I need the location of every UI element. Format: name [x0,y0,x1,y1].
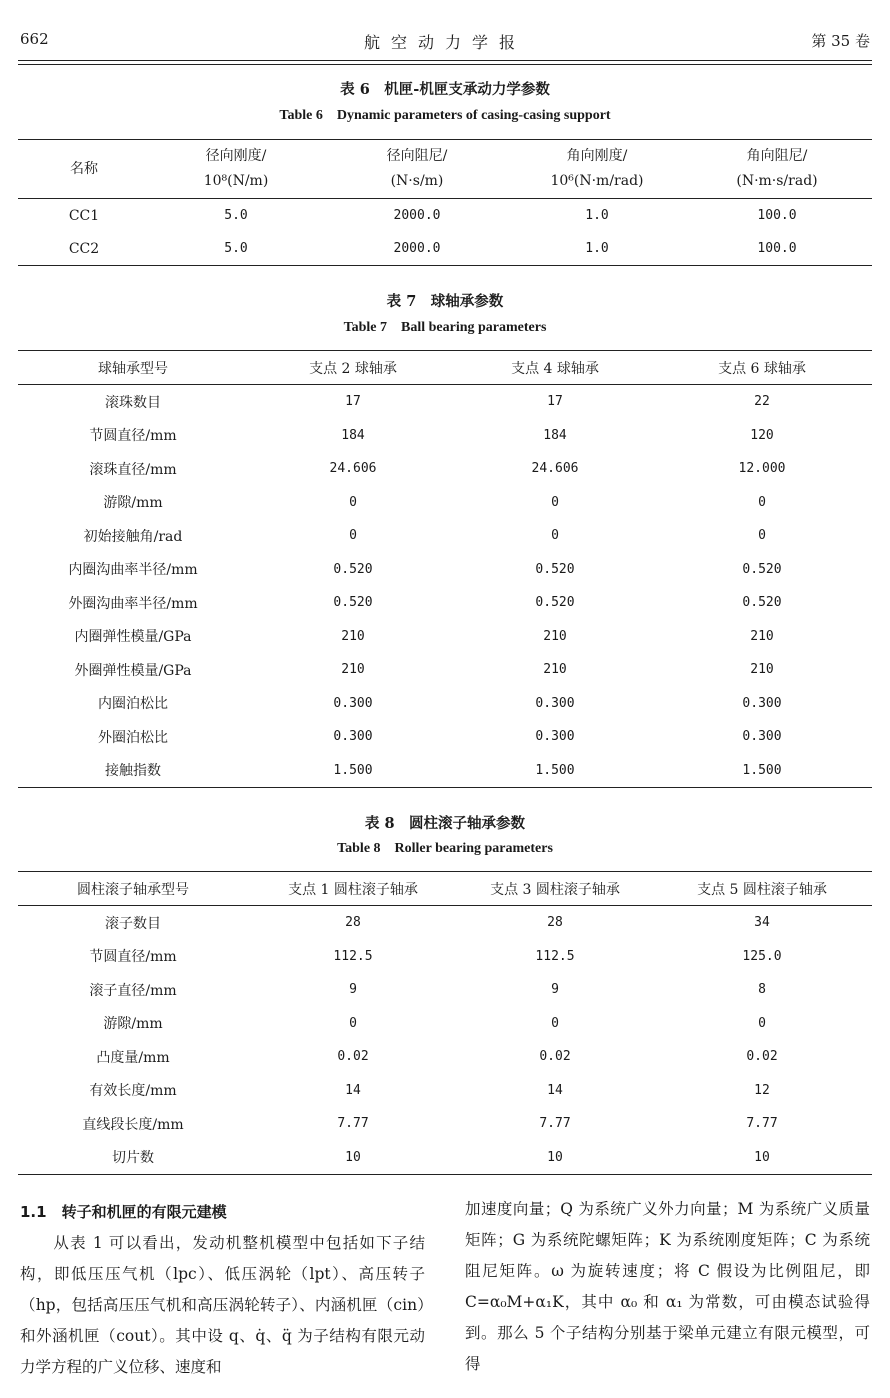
table7-row-label: 内圈沟曲率半径/mm [68,562,198,579]
table7-row [18,687,872,721]
table7-row [18,486,872,520]
table6-cell: 5.0 [224,241,248,256]
right-column [465,1194,870,1380]
table7-header-cell: 支点 2 球轴承 [309,360,397,377]
table7-cell: 0.520 [535,561,575,577]
table6-cell: 100.0 [757,208,797,223]
table7-cell: 17 [547,394,563,410]
table8-cell: 7.77 [746,1116,778,1132]
table6-cell: 1.0 [585,241,609,256]
table7-cell: 0.520 [742,561,782,577]
table8-cell: 0 [349,1015,357,1031]
table8-row-label: 游隙/mm [103,1016,163,1033]
table8-cell: 7.77 [539,1116,571,1132]
table7-cell: 1.500 [333,762,373,778]
table7-cell: 0.520 [333,561,373,577]
table8-cell: 125.0 [742,948,782,964]
table8-caption-en: Table 8 Roller bearing parameters [337,841,553,856]
table8-row [18,1074,872,1108]
volume-label: 第 35 卷 [811,32,870,50]
table6-header-cell: 径向刚度/ 10⁸(N/m) [203,148,269,189]
table7-cell: 1.500 [742,762,782,778]
table8-row [18,1107,872,1141]
table6-caption-en: Table 6 Dynamic parameters of casing-casing support [279,108,611,123]
table7-header-cell: 支点 4 球轴承 [511,360,599,377]
table7-cell: 12.000 [738,461,786,477]
table7-row-label: 内圈泊松比 [98,696,168,713]
section-heading: 1.1 转子和机匣的有限元建模 [20,1203,227,1221]
table7-cell: 17 [345,394,361,410]
table7-row [18,620,872,654]
table7 [18,350,872,788]
table7-row [18,553,872,587]
table7-row [18,586,872,620]
table7-cell: 0 [551,528,559,544]
table7-cell: 0.300 [535,729,575,745]
table7-caption-en: Table 7 Ball bearing parameters [343,320,547,335]
table7-cell: 184 [543,427,567,443]
table7-row-label: 外圈弹性模量/GPa [74,662,192,679]
table6-cell: 2000.0 [393,208,441,223]
table7-cell: 0.520 [333,595,373,611]
table8-cell: 112.5 [333,948,373,964]
table7-cell: 210 [750,628,774,644]
table7-row-label: 外圈泊松比 [98,729,168,746]
left-column [20,1197,425,1383]
paragraph-right: 加速度向量；Q 为系统广义外力向量；M 为系统广义质量矩阵；G 为系统陀螺矩阵；K 为系统刚度矩阵；C 为系统阻尼矩阵。ω 为旋转速度；将 C 假设为比例阻尼，即 C=α₀M+α₁K，其中 α₀ 和 α₁ 为常数，可由模态试验得到。那么 5 个子结构分别基于梁单元建立有限元模型，可得 [465,1200,870,1373]
table8-cell: 112.5 [535,948,575,964]
table7-row [18,720,872,754]
table7-cell: 210 [341,628,365,644]
table8-row [18,1007,872,1041]
header-rule-thick [18,60,872,61]
table8-cell: 0.02 [746,1049,778,1065]
table6 [18,139,872,266]
table8-row-label: 切片数 [112,1150,154,1167]
table7-cell: 0.520 [742,595,782,611]
table6-cell: 1.0 [585,208,609,223]
running-header [0,0,890,60]
table7-header-row [18,351,872,385]
table7-cell: 0.300 [535,695,575,711]
table6-row [18,232,872,266]
table7-cell: 22 [754,394,770,410]
table8-cell: 28 [345,915,361,931]
table8-header-cell: 支点 3 圆柱滚子轴承 [490,881,620,898]
table7-cell: 210 [543,628,567,644]
table7-cell: 0.300 [742,695,782,711]
table7-row [18,385,872,419]
table7-cell: 0 [758,494,766,510]
table6-cell: 2000.0 [393,241,441,256]
table8-row [18,1040,872,1074]
table8-cell: 9 [349,982,357,998]
table7-cell: 24.606 [329,461,377,477]
table8-row [18,973,872,1007]
table8-row [18,940,872,974]
table8-cell: 9 [551,982,559,998]
table7-cell: 1.500 [535,762,575,778]
table7-row [18,419,872,453]
table7-caption-zh: 表 7 球轴承参数 [386,293,504,310]
table7-cell: 0 [349,494,357,510]
table8 [18,871,872,1175]
table8-cell: 12 [754,1082,770,1098]
table7-header-cell: 支点 6 球轴承 [718,360,806,377]
table7-row [18,754,872,788]
journal-title: 航空动力学报 [363,33,526,52]
table7-cell: 184 [341,427,365,443]
table6-caption-zh: 表 6 机匣-机匣支承动力学参数 [340,81,550,98]
table8-cell: 14 [547,1082,563,1098]
header-rule-thin [18,64,872,65]
table6-header-cell: 径向阻尼/ (N·s/m) [386,148,448,189]
table7-row [18,519,872,553]
table7-cell: 0 [551,494,559,510]
table8-cell: 34 [754,915,770,931]
table7-cell: 0.300 [742,729,782,745]
table8-row-label: 滚子直径/mm [89,982,177,999]
table6-header-cell: 角向刚度/ 10⁶(N·m/rad) [550,148,644,189]
table7-cell: 210 [750,662,774,678]
table7-cell: 24.606 [531,461,579,477]
table8-header-cell: 支点 1 圆柱滚子轴承 [288,881,418,898]
table8-cell: 10 [754,1149,770,1165]
table7-row-label: 外圈沟曲率半径/mm [68,595,198,612]
table8-cell: 7.77 [337,1116,369,1132]
table6-row-label: CC1 [68,207,100,224]
table8-cell: 0.02 [337,1049,369,1065]
table7-header-cell: 球轴承型号 [98,360,168,377]
table8-row-label: 有效长度/mm [89,1083,177,1100]
table6-header-row [18,140,872,199]
page-number: 662 [20,30,49,48]
table7-row-label: 内圈弹性模量/GPa [74,629,192,646]
table7-cell: 120 [750,427,774,443]
table8-row-label: 滚子数目 [105,915,161,932]
table7-cell: 210 [341,662,365,678]
table6-header-cell: 角向阻尼/ (N·m·s/rad) [736,148,818,189]
table7-row-label: 滚珠直径/mm [89,461,177,478]
table7-cell: 0 [349,528,357,544]
table7-row-label: 节圆直径/mm [89,428,177,445]
table6-header-cell: 名称 [70,160,98,177]
table8-caption-zh: 表 8 圆柱滚子轴承参数 [364,815,526,832]
table8-cell: 0 [758,1015,766,1031]
table6-row [18,199,872,233]
table8-header-cell: 支点 5 圆柱滚子轴承 [697,881,827,898]
table7-cell: 0 [758,528,766,544]
table7-row-label: 滚珠数目 [105,394,161,411]
table8-cell: 10 [547,1149,563,1165]
paragraph-left: 从表 1 可以看出，发动机整机模型中包括如下子结构，即低压压气机（lpc）、低压涡轮（lpt）、高压转子（hp，包括高压压气机和高压涡轮转子）、内涵机匣（cin）和外涵机匣（cout）。其中设 q、q̇、q̈ 为子结构有限元动力学方程的广义位移、速度和 [20,1234,425,1376]
table8-header-row [18,872,872,906]
table8-row-label: 凸度量/mm [96,1049,170,1066]
table6-cell: 5.0 [224,208,248,223]
table8-cell: 8 [758,982,766,998]
table8-row-label: 节圆直径/mm [89,949,177,966]
table7-cell: 0.520 [535,595,575,611]
table8-cell: 0.02 [539,1049,571,1065]
table6-row-label: CC2 [68,240,100,257]
table7-row [18,452,872,486]
table8-cell: 28 [547,915,563,931]
table8-row [18,1141,872,1175]
table7-cell: 0.300 [333,695,373,711]
table7-row-label: 接触指数 [105,763,161,780]
table8-cell: 14 [345,1082,361,1098]
table8-header-cell: 圆柱滚子轴承型号 [77,881,189,898]
table7-cell: 0.300 [333,729,373,745]
table7-row-label: 初始接触角/rad [83,528,183,545]
table7-row-label: 游隙/mm [103,495,163,512]
table7-row [18,653,872,687]
table8-cell: 0 [551,1015,559,1031]
table8-row-label: 直线段长度/mm [82,1116,184,1133]
table8-cell: 10 [345,1149,361,1165]
table6-cell: 100.0 [757,241,797,256]
table7-cell: 210 [543,662,567,678]
table8-row [18,906,872,940]
